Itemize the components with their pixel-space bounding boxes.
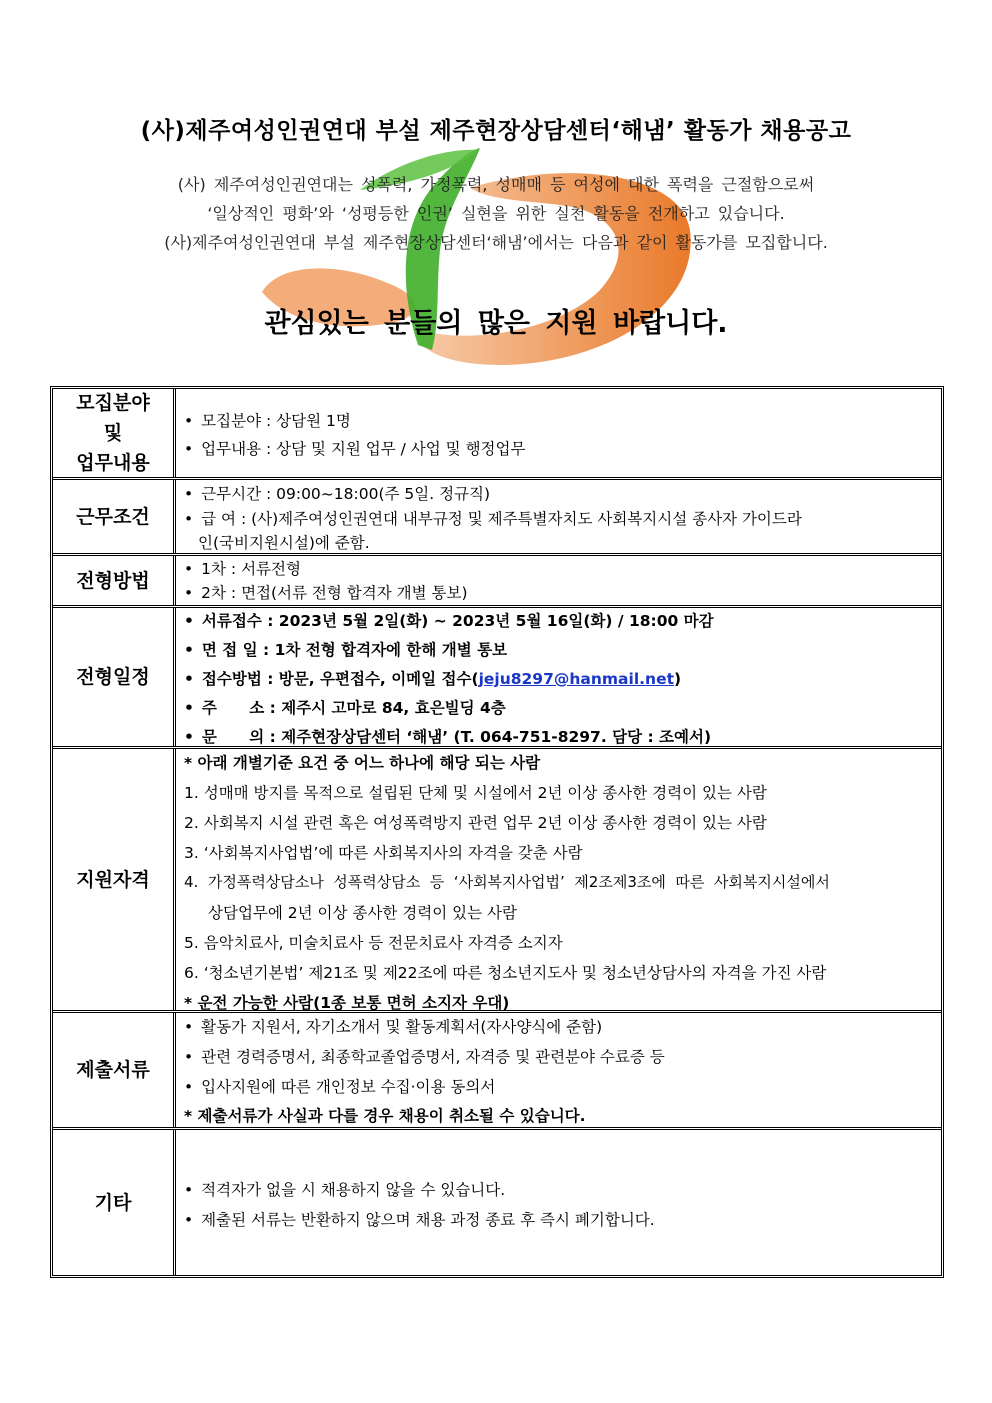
qual-item-1: 1. 성매매 방지를 목적으로 설립된 단체 및 시설에서 2년 이상 종사한 경력이 있는 사람 (184, 784, 767, 802)
qualifications-label: 지원자격 (53, 749, 176, 1010)
documents-content (178, 1013, 937, 1127)
intro-line-2: ‘일상적인 평화’와 ‘성평등한 인권’ 실현을 위한 실천 활동을 전개하고 있습니다. (207, 204, 785, 223)
row-qualifications (53, 749, 941, 1013)
documents-label: 제출서류 (53, 1013, 176, 1127)
recruit-content (178, 389, 937, 477)
appeal-text: 관심있는 분들의 많은 지원 바랍니다. (264, 308, 728, 339)
conditions-salary-2: 인(국비지원시설)에 준함. (198, 534, 370, 552)
method-content (178, 556, 937, 605)
row-schedule (53, 608, 941, 749)
qual-item-2: 2. 사회복지 시설 관련 혹은 여성폭력방지 관련 업무 2년 이상 종사한 경력이 있는 사람 (184, 814, 767, 832)
recruit-duty: • 업무내용 : 상담 및 지원 업무 / 사업 및 행정업무 (184, 440, 526, 458)
schedule-content (178, 608, 937, 746)
qual-item-4b: 상담업무에 2년 이상 종사한 경력이 있는 사람 (208, 904, 517, 922)
schedule-submit: • 접수방법 : 방문, 우편접수, 이메일 접수(jeju8297@hanmail.net) (184, 670, 682, 688)
schedule-docs: • 서류접수 : 2023년 5월 2일(화) ~ 2023년 5월 16일(화) / 18:00 마감 (184, 612, 714, 630)
schedule-label: 전형일정 (53, 608, 176, 746)
row-other (53, 1130, 941, 1275)
recruit-label-line3: 업무내용 (76, 452, 150, 474)
qual-item-3: 3. ‘사회복지사업법’에 따른 사회복지사의 자격을 갖춘 사람 (184, 844, 583, 862)
doc-item-1: • 활동가 지원서, 자기소개서 및 활동계획서(자사양식에 준함) (184, 1018, 603, 1036)
recruitment-table (50, 386, 944, 1278)
recruit-label-line2: 및 (103, 422, 123, 444)
haenaem-logo (0, 0, 992, 400)
qual-footer: * 운전 가능한 사람(1종 보통 면허 소지자 우대) (184, 994, 510, 1012)
conditions-label: 근무조건 (53, 480, 176, 553)
other-content (178, 1130, 937, 1275)
conditions-salary-1: • 급 여 : (사)제주여성인권연대 내부규정 및 제주특별자치도 사회복지시설 종사자 가이드라 (184, 510, 802, 528)
qual-header: * 아래 개별기준 요건 중 어느 하나에 해당 되는 사람 (184, 754, 541, 772)
doc-item-2: • 관련 경력증명서, 최종학교졸업증명서, 자격증 및 관련분야 수료증 등 (184, 1048, 665, 1066)
row-conditions (53, 480, 941, 556)
other-label: 기타 (53, 1130, 176, 1275)
page-title: (사)제주여성인권연대 부설 제주현장상담센터‘해냄’ 활동가 채용공고 (140, 118, 852, 144)
recruit-label-line1: 모집분야 (76, 392, 150, 414)
method-step1: • 1차 : 서류전형 (184, 560, 301, 578)
recruit-field: • 모집분야 : 상담원 1명 (184, 412, 351, 430)
other-item-1: • 적격자가 없을 시 채용하지 않을 수 있습니다. (184, 1181, 506, 1199)
method-step2: • 2차 : 면접(서류 전형 합격자 개별 통보) (184, 584, 468, 602)
schedule-contact: • 문 의 : 제주현장상담센터 ‘해냄’ (T. 064-751-8297. 담당 : 조예서) (184, 728, 712, 746)
qualifications-content (178, 749, 937, 1010)
doc-item-3: • 입사지원에 따른 개인정보 수집·이용 동의서 (184, 1078, 496, 1096)
schedule-address: • 주 소 : 제주시 고마로 84, 효은빌딩 4층 (184, 699, 506, 717)
row-recruit (53, 389, 941, 480)
email-link[interactable]: jeju8297@hanmail.net (478, 670, 674, 688)
qual-item-4a: 4. 가정폭력상담소나 성폭력상담소 등 ‘사회복지사업법’ 제2조제3조에 따른 사회복지시설에서 (184, 873, 830, 891)
row-documents (53, 1013, 941, 1130)
qual-item-5: 5. 음악치료사, 미술치료사 등 전문치료사 자격증 소지자 (184, 934, 563, 952)
conditions-hours: • 근무시간 : 09:00~18:00(주 5일. 정규직) (184, 485, 491, 503)
conditions-content (178, 480, 937, 553)
schedule-interview: • 면 접 일 : 1차 전형 합격자에 한해 개별 통보 (184, 641, 508, 659)
qual-item-6: 6. ‘청소년기본법’ 제21조 및 제22조에 따른 청소년지도사 및 청소년상담사의 자격을 가진 사람 (184, 964, 827, 982)
intro-line-1: (사) 제주여성인권연대는 성폭력, 가정폭력, 성매매 등 여성에 대한 폭력을 근절함으로써 (177, 175, 815, 194)
method-label: 전형방법 (53, 556, 176, 605)
row-method (53, 556, 941, 608)
other-item-2: • 제출된 서류는 반환하지 않으며 채용 과정 종료 후 즉시 폐기합니다. (184, 1211, 655, 1229)
doc-note: * 제출서류가 사실과 다를 경우 채용이 취소될 수 있습니다. (184, 1107, 586, 1125)
recruit-label (53, 389, 176, 477)
intro-line-3: (사)제주여성인권연대 부설 제주현장상담센터‘해냄’에서는 다음과 같이 활동가를 모집합니다. (164, 233, 828, 252)
